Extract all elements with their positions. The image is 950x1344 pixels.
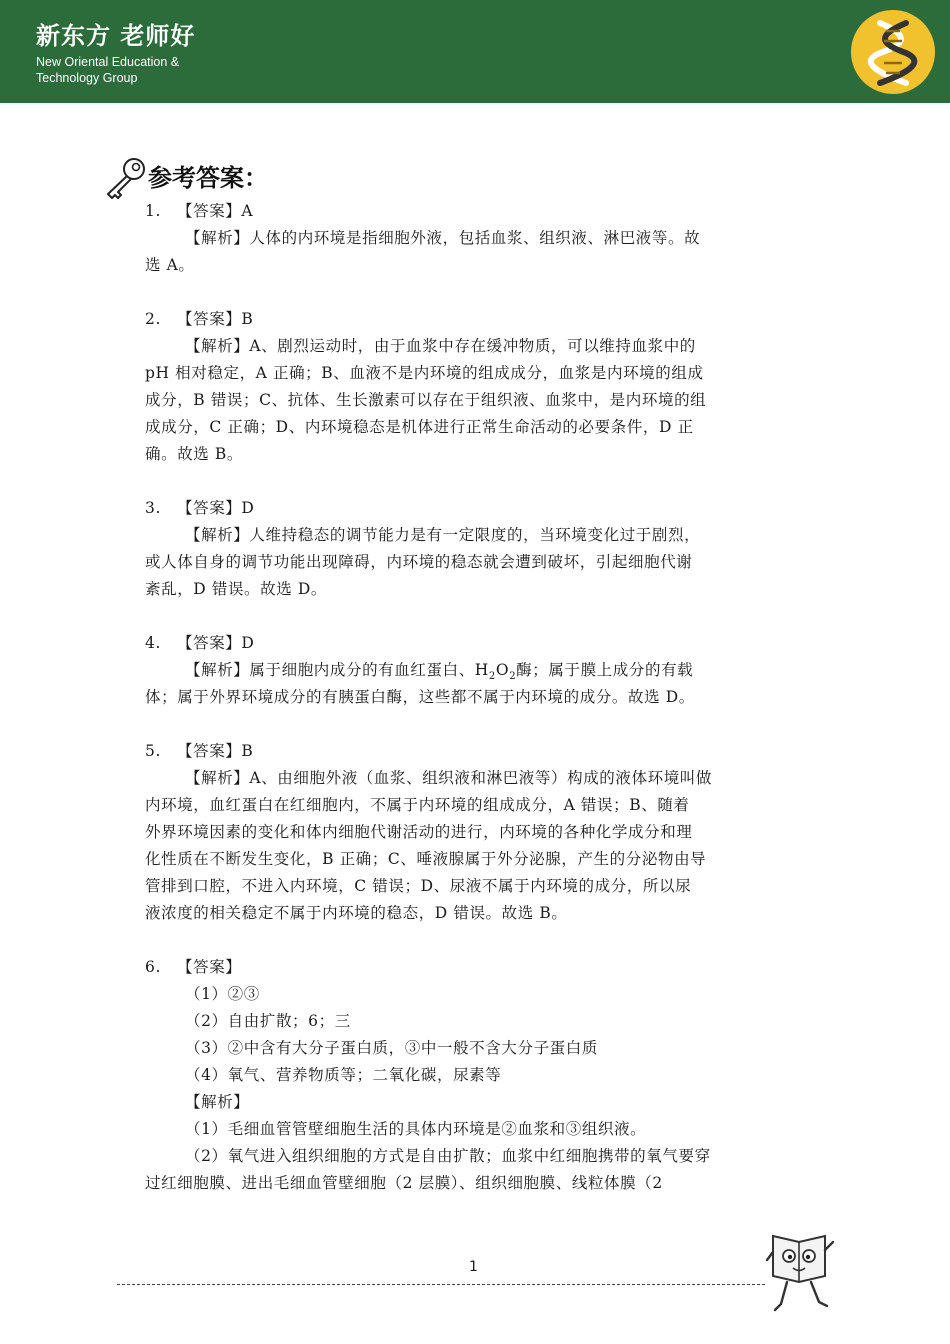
brand-en-line1: New Oriental Education & [36,55,180,69]
question-2-analysis-line: 【解析】A、剧烈运动时，由于血浆中存在缓冲物质，可以维持血浆中的 [185,337,696,355]
question-3-answer: 3. 【答案】D [145,495,810,522]
question-number: 2. [145,310,161,328]
question-1-analysis-line: 【解析】人体的内环境是指细胞外液，包括血浆、组织液、淋巴液等。故 [185,229,701,247]
question-number: 1. [145,202,161,220]
question-1-answer: 1. 【答案】A [145,198,810,225]
question-6-answer-item: （1）②③ [185,985,260,1003]
question-5-analysis-line: 化性质在不断发生变化，B 正确；C、唾液腺属于外分泌腺，产生的分泌物由导 [145,850,707,868]
question-5-analysis-line: 外界环境因素的变化和体内细胞代谢活动的进行，内环境的各种化学成分和理 [145,823,693,841]
question-6-answer-item: （2）自由扩散；6；三 [185,1012,351,1030]
question-2-analysis-line: pH 相对稳定，A 正确；B、血液不是内环境的组成成分，血浆是内环境的组成 [145,364,704,382]
footer-divider [117,1284,765,1285]
question-5-analysis-line: 液浓度的相关稳定不属于内环境的稳态，D 错误。故选 B。 [145,904,568,922]
brand-name-cn: 新东方 老师好 [36,22,196,50]
question-number: 4. [145,634,161,652]
question-3-analysis-line: 紊乱，D 错误。故选 D。 [145,580,328,598]
question-number: 3. [145,499,161,517]
question-5-analysis-line: 【解析】A、由细胞外液（血浆、组织液和淋巴液等）构成的液体环境叫做 [185,769,712,787]
question-4-answer: 4. 【答案】D [145,630,810,657]
question-2-analysis-line: 确。故选 B。 [145,445,244,463]
question-6-answer: 6. 【答案】 [145,954,810,981]
dna-logo-icon [850,9,936,95]
page-title: 参考答案： [148,164,268,192]
question-3-analysis-line: 【解析】人维持稳态的调节能力是有一定限度的，当环境变化过于剧烈， [185,526,701,544]
book-mascot-icon [763,1230,835,1314]
question-4-analysis-line: 体；属于外界环境成分的有胰蛋白酶，这些都不属于内环境的成分。故选 D。 [145,688,695,706]
key-icon [102,156,150,202]
question-number: 6. [145,958,161,976]
question-6-analysis-line: （1）毛细血管管壁细胞生活的具体内环境是②血浆和③组织液。 [185,1120,647,1138]
question-3-analysis-line: 或人体自身的调节功能出现障碍，内环境的稳态就会遭到破坏，引起细胞代谢 [145,553,693,571]
page-number: 1 [469,1259,478,1275]
question-5-analysis-line: 管排到口腔，不进入内环境，C 错误；D、尿液不属于内环境的成分，所以尿 [145,877,692,895]
question-6-analysis-line: 过红细胞膜、进出毛细血管壁细胞（2 层膜）、组织细胞膜、线粒体膜（2 [145,1174,663,1192]
question-6-analysis-line: （2）氧气进入组织细胞的方式是自由扩散；血浆中红细胞携带的氧气要穿 [185,1147,711,1165]
question-6-answer-item: （3）②中含有大分子蛋白质，③中一般不含大分子蛋白质 [185,1039,598,1057]
question-5-answer: 5. 【答案】B [145,738,810,765]
question-2-answer: 2. 【答案】B [145,306,810,333]
question-5-analysis-line: 内环境，血红蛋白在红细胞内，不属于内环境的组成成分，A 错误；B、随着 [145,796,690,814]
answer-content [145,198,810,1197]
brand-en-line2: Technology Group [36,71,138,85]
header-bar [0,0,950,103]
question-2-analysis-line: 成分，B 错误；C、抗体、生长激素可以存在于组织液、血浆中，是内环境的组 [145,391,707,409]
question-4-analysis-line: 【解析】属于细胞内成分的有血红蛋白、$H_2O_2$酶；属于膜上成分的有载 [185,661,694,683]
question-number: 5. [145,742,161,760]
question-6-analysis-label: 【解析】 [185,1093,250,1111]
question-2-analysis-line: 成成分，C 正确；D、内环境稳态是机体进行正常生命活动的必要条件，D 正 [145,418,694,436]
question-1-analysis-line: 选 A。 [145,256,195,274]
brand-name-en [36,54,179,86]
question-6-answer-item: （4）氧气、营养物质等；二氧化碳，尿素等 [185,1066,502,1084]
